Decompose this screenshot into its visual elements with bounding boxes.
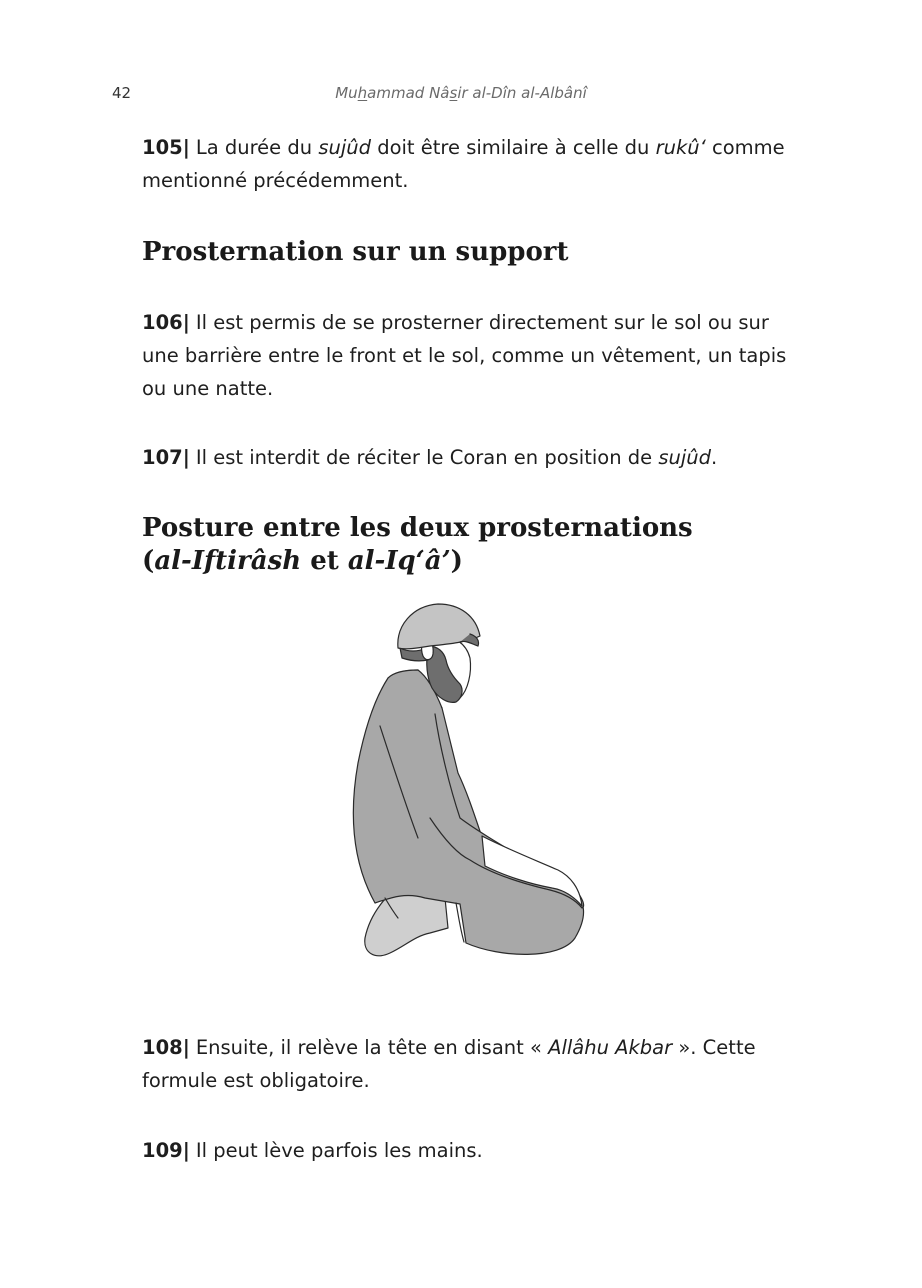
- paragraph-105: 105| La durée du sujûd doit être similaire à celle du rukû‘ comme mentionné précédemment.: [142, 136, 785, 192]
- term-allahu-akbar: Allâhu Akbar: [548, 1036, 673, 1059]
- term-iqa: al-Iq‘â’: [347, 546, 451, 576]
- term-sujud: sujûd: [658, 446, 712, 469]
- running-head-author: Muhammad Nâsir al-Dîn al-Albânî: [335, 84, 587, 102]
- paragraph-109: 109| Il peut lève parfois les mains.: [142, 1139, 483, 1162]
- paragraph-number: 107: [142, 446, 183, 469]
- term-iftirash: al-Iftirâsh: [154, 546, 302, 576]
- section-heading-support: Prosternation sur un support: [142, 237, 569, 267]
- paragraph-number: 108: [142, 1036, 183, 1059]
- term-sujud: sujûd: [318, 136, 371, 159]
- paragraph-107: 107| Il est interdit de réciter le Coran en position de sujûd.: [142, 446, 718, 469]
- page-number: 42: [112, 84, 132, 102]
- paragraph-108: 108| Ensuite, il relève la tête en disant « Allâhu Akbar ». Cette formule est obligatoire.: [142, 1036, 756, 1092]
- paragraph-number: 105: [142, 136, 183, 159]
- paragraph-number: 106: [142, 311, 183, 334]
- kneeling-figure-illustration: [330, 598, 600, 968]
- paragraph-number: 109: [142, 1139, 183, 1162]
- paragraph-106: 106| Il est permis de se prosterner directement sur le sol ou sur une barrière entre le front et le sol, comme un vêtement, un tapis ou une natte.: [142, 311, 787, 400]
- section-heading-posture: Posture entre les deux prosternations (al-Iftirâsh et al-Iq‘â’): [142, 513, 693, 576]
- term-ruku: rukû‘: [655, 136, 706, 159]
